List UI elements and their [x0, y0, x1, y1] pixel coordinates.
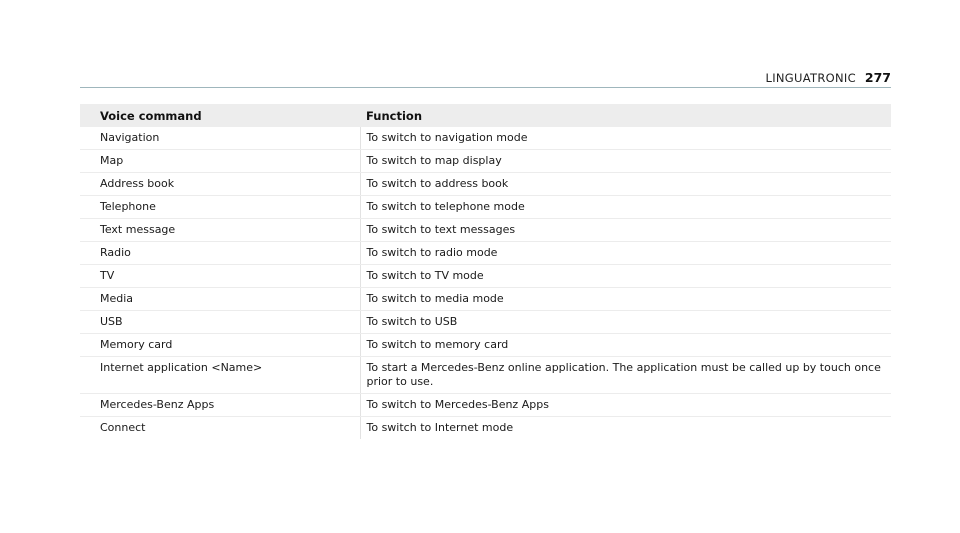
function-cell: To start a Mercedes-Benz online application. The application must be called up by touch once prior to use. — [360, 357, 891, 394]
table-row — [80, 265, 891, 288]
function-cell: To switch to telephone mode — [360, 196, 891, 219]
header-divider — [80, 87, 891, 88]
table-row — [80, 196, 891, 219]
voice-command-cell: Telephone — [80, 196, 360, 219]
voice-command-cell: USB — [80, 311, 360, 334]
table-row — [80, 311, 891, 334]
table-row — [80, 127, 891, 150]
function-cell: To switch to TV mode — [360, 265, 891, 288]
function-cell: To switch to text messages — [360, 219, 891, 242]
table-row — [80, 288, 891, 311]
voice-command-cell: Media — [80, 288, 360, 311]
table-row — [80, 150, 891, 173]
table-row — [80, 173, 891, 196]
voice-command-cell: Memory card — [80, 334, 360, 357]
function-cell: To switch to memory card — [360, 334, 891, 357]
column-header-function: Function — [360, 104, 891, 127]
voice-command-cell: Mercedes-Benz Apps — [80, 394, 360, 417]
table-row — [80, 357, 891, 394]
section-title: LINGUATRONIC — [765, 71, 856, 85]
table-row — [80, 242, 891, 265]
voice-command-table — [80, 104, 891, 439]
voice-command-cell: Text message — [80, 219, 360, 242]
function-cell: To switch to map display — [360, 150, 891, 173]
table-row — [80, 394, 891, 417]
table-row — [80, 417, 891, 440]
voice-command-cell: Internet application <Name> — [80, 357, 360, 394]
function-cell: To switch to Internet mode — [366, 421, 514, 434]
function-cell: To switch to USB — [360, 311, 891, 334]
page-header — [766, 70, 892, 85]
voice-command-cell: Connect — [80, 417, 360, 440]
table-row — [80, 219, 891, 242]
function-cell: To switch to navigation mode — [360, 127, 891, 150]
voice-command-cell: Address book — [80, 173, 360, 196]
voice-command-cell: TV — [80, 265, 360, 288]
table-header-row — [80, 104, 891, 127]
voice-command-cell: Navigation — [80, 127, 360, 150]
table-row — [80, 334, 891, 357]
function-cell: To switch to Mercedes-Benz Apps — [360, 394, 891, 417]
function-cell: To switch to address book — [360, 173, 891, 196]
voice-command-cell: Map — [80, 150, 360, 173]
voice-command-cell: Radio — [80, 242, 360, 265]
page-number: 277 — [864, 70, 891, 85]
function-cell: To switch to radio mode — [360, 242, 891, 265]
column-header-voice-command: Voice command — [80, 104, 360, 127]
function-cell: To switch to media mode — [360, 288, 891, 311]
